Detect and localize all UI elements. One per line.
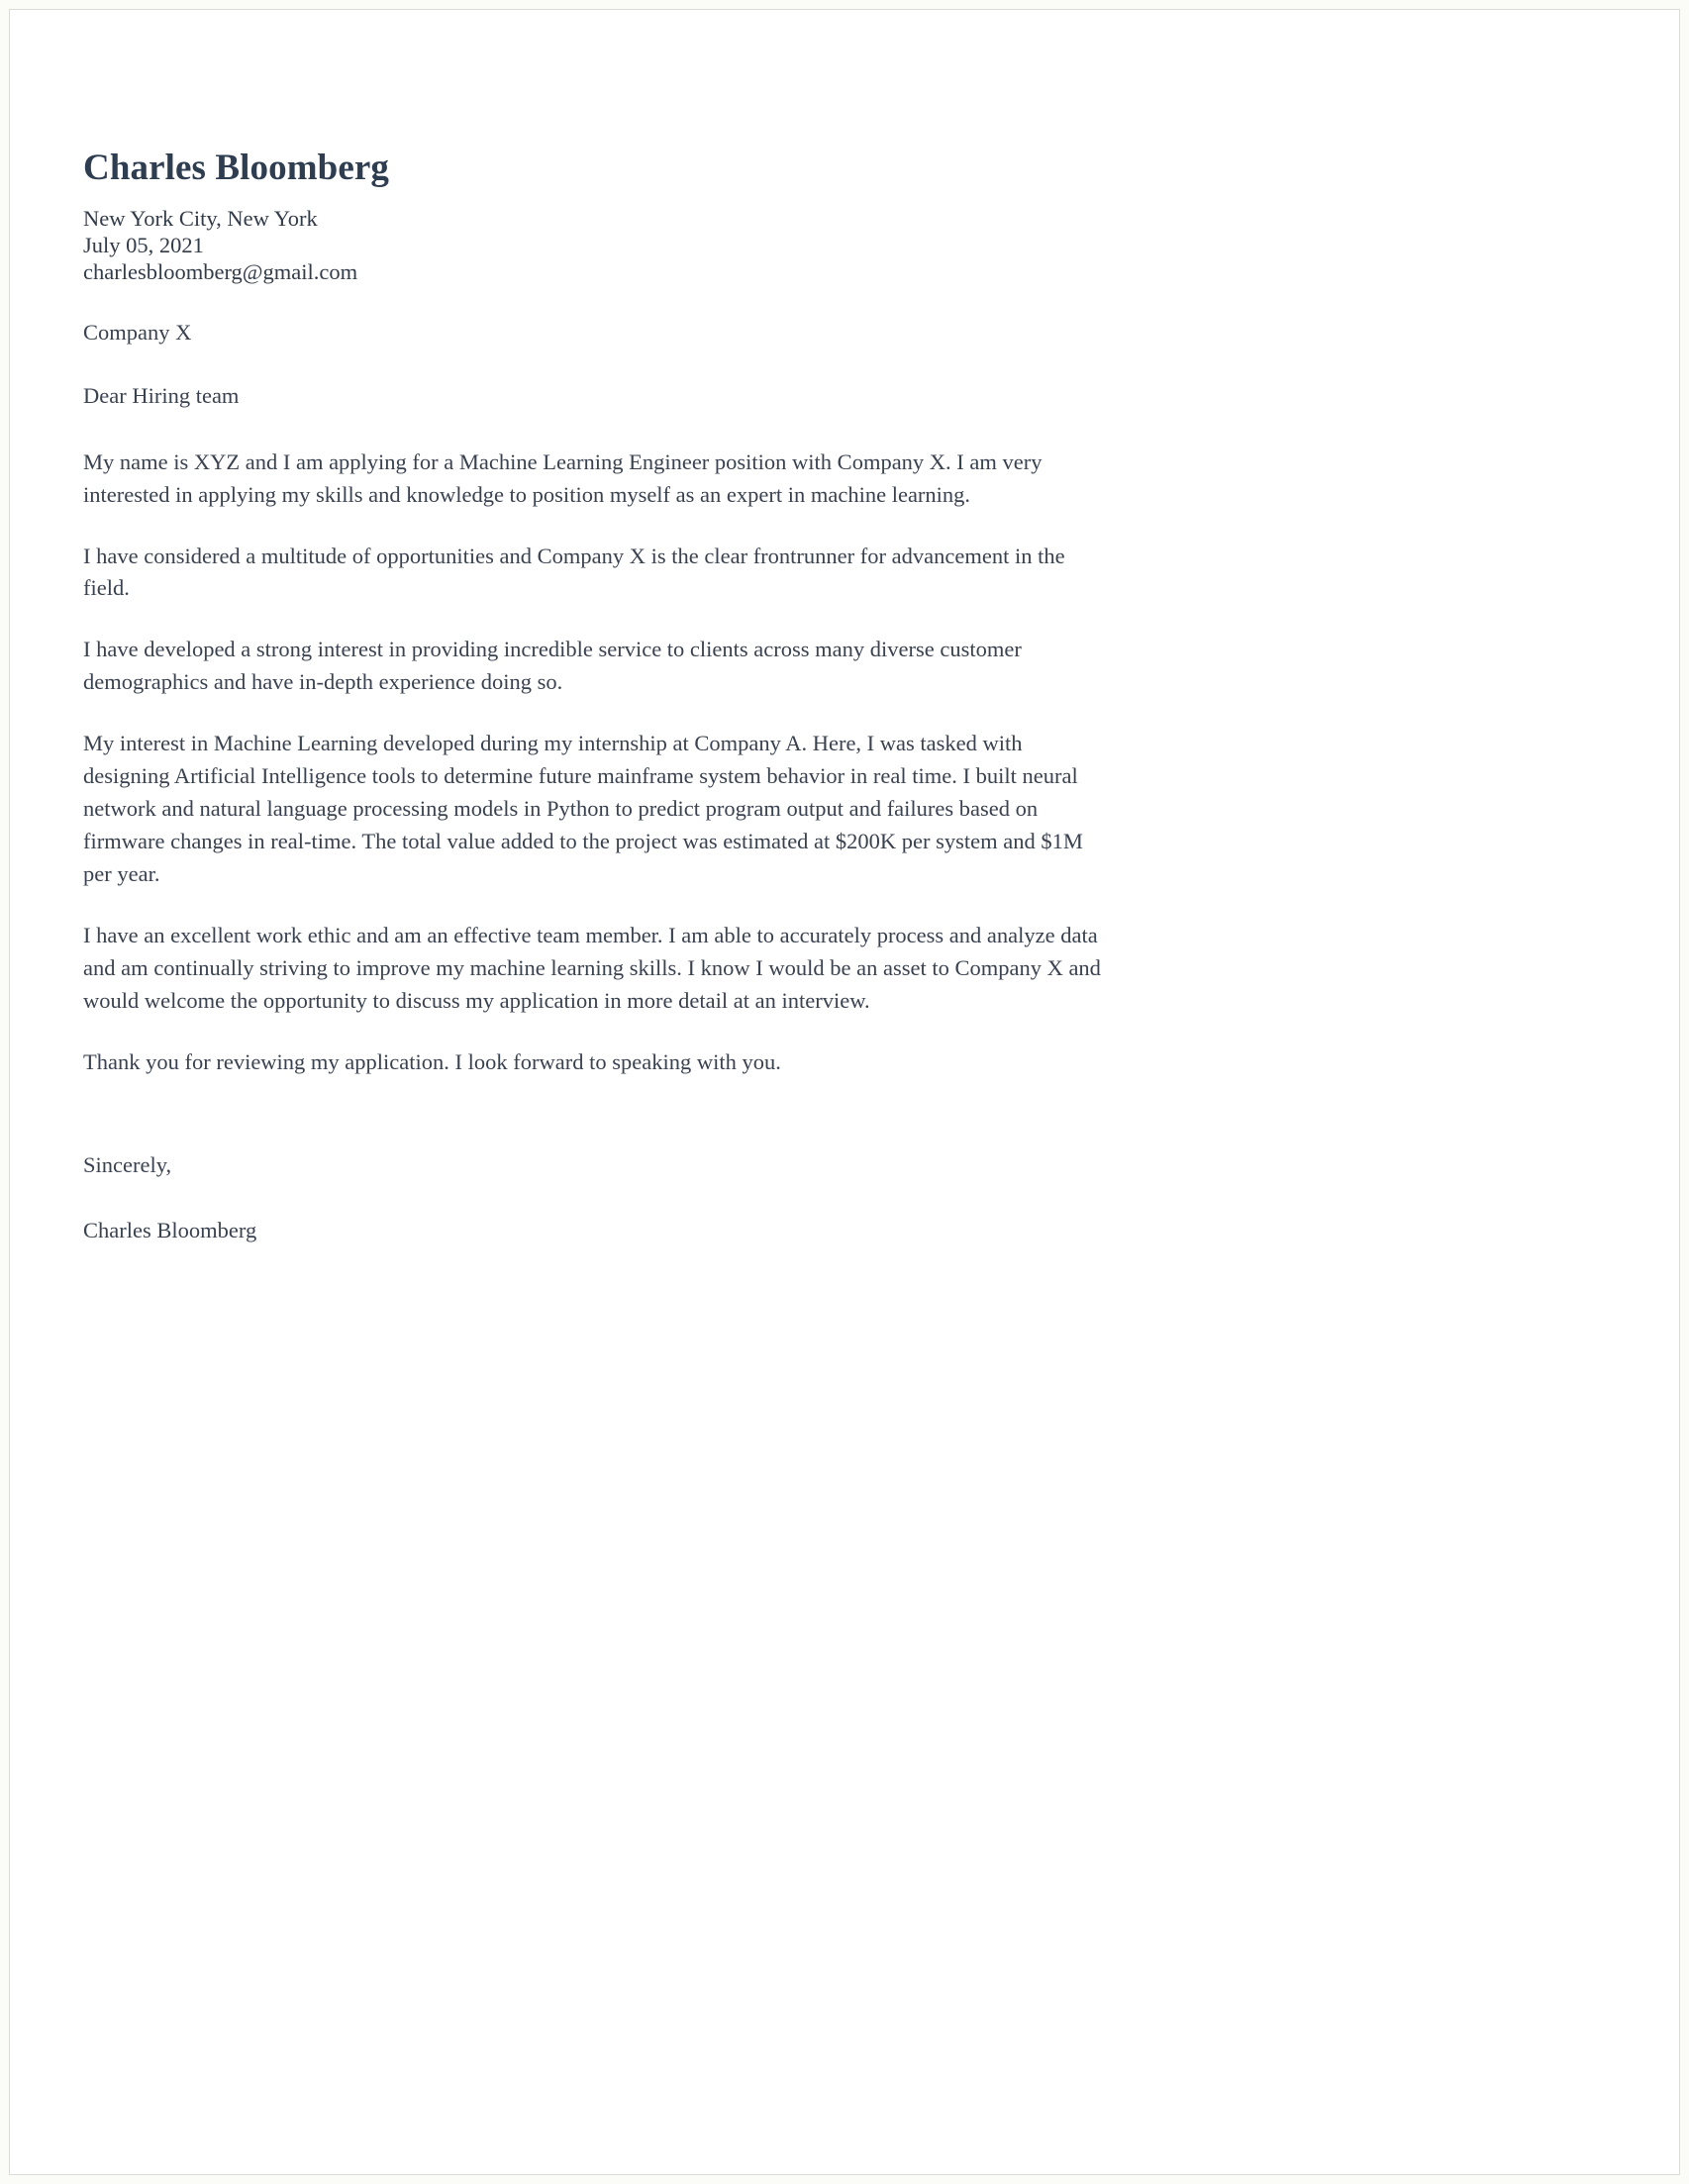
salutation: Dear Hiring team (83, 383, 240, 409)
letter-page (9, 9, 1680, 2175)
body-paragraph-6: Thank you for reviewing my application. I look forward to speaking with you. (83, 1048, 781, 1074)
body-paragraph-5: I have an excellent work ethic and am an effective team member. I am able to accurately process and analyze data and am continually striving to improve my machine learning skills. I know I would be an asset to Company X and would welcome the opportunity to discuss my application in more detail at an interview. (83, 923, 1101, 1013)
page-title: Charles Bloomberg (83, 148, 389, 188)
letter-content (83, 149, 1113, 1244)
contact-email: charlesbloomberg@gmail.com (83, 259, 358, 285)
closing-signoff: Sincerely, (83, 1151, 172, 1177)
body-paragraph-2: I have considered a multitude of opportunities and Company X is the clear frontrunner for advancement in the field. (83, 543, 1065, 601)
body-paragraph-3: I have developed a strong interest in providing incredible service to clients across many diverse customer demographics and have in-depth experience doing so. (83, 637, 1022, 695)
signature-name: Charles Bloomberg (83, 1218, 257, 1243)
contact-block (83, 205, 1113, 286)
contact-date: July 05, 2021 (83, 232, 204, 257)
contact-location: New York City, New York (83, 205, 318, 231)
body-paragraph-4: My interest in Machine Learning developed during my internship at Company A. Here, I was tasked with designing Artificial Intelligence tools to determine future mainframe system behavior in real time. I built neural network and natural language processing models in Python to predict program output and failures based on firmware changes in real-time. The total value added to the project was estimated at $200K per system and $1M per year. (83, 731, 1083, 887)
recipient-company: Company X (83, 320, 192, 346)
body-paragraph-1: My name is XYZ and I am applying for a Machine Learning Engineer position with Company X. I am very interested in applying my skills and knowledge to position myself as an expert in machine learning. (83, 448, 1043, 507)
signature-spacer (83, 1108, 1113, 1151)
